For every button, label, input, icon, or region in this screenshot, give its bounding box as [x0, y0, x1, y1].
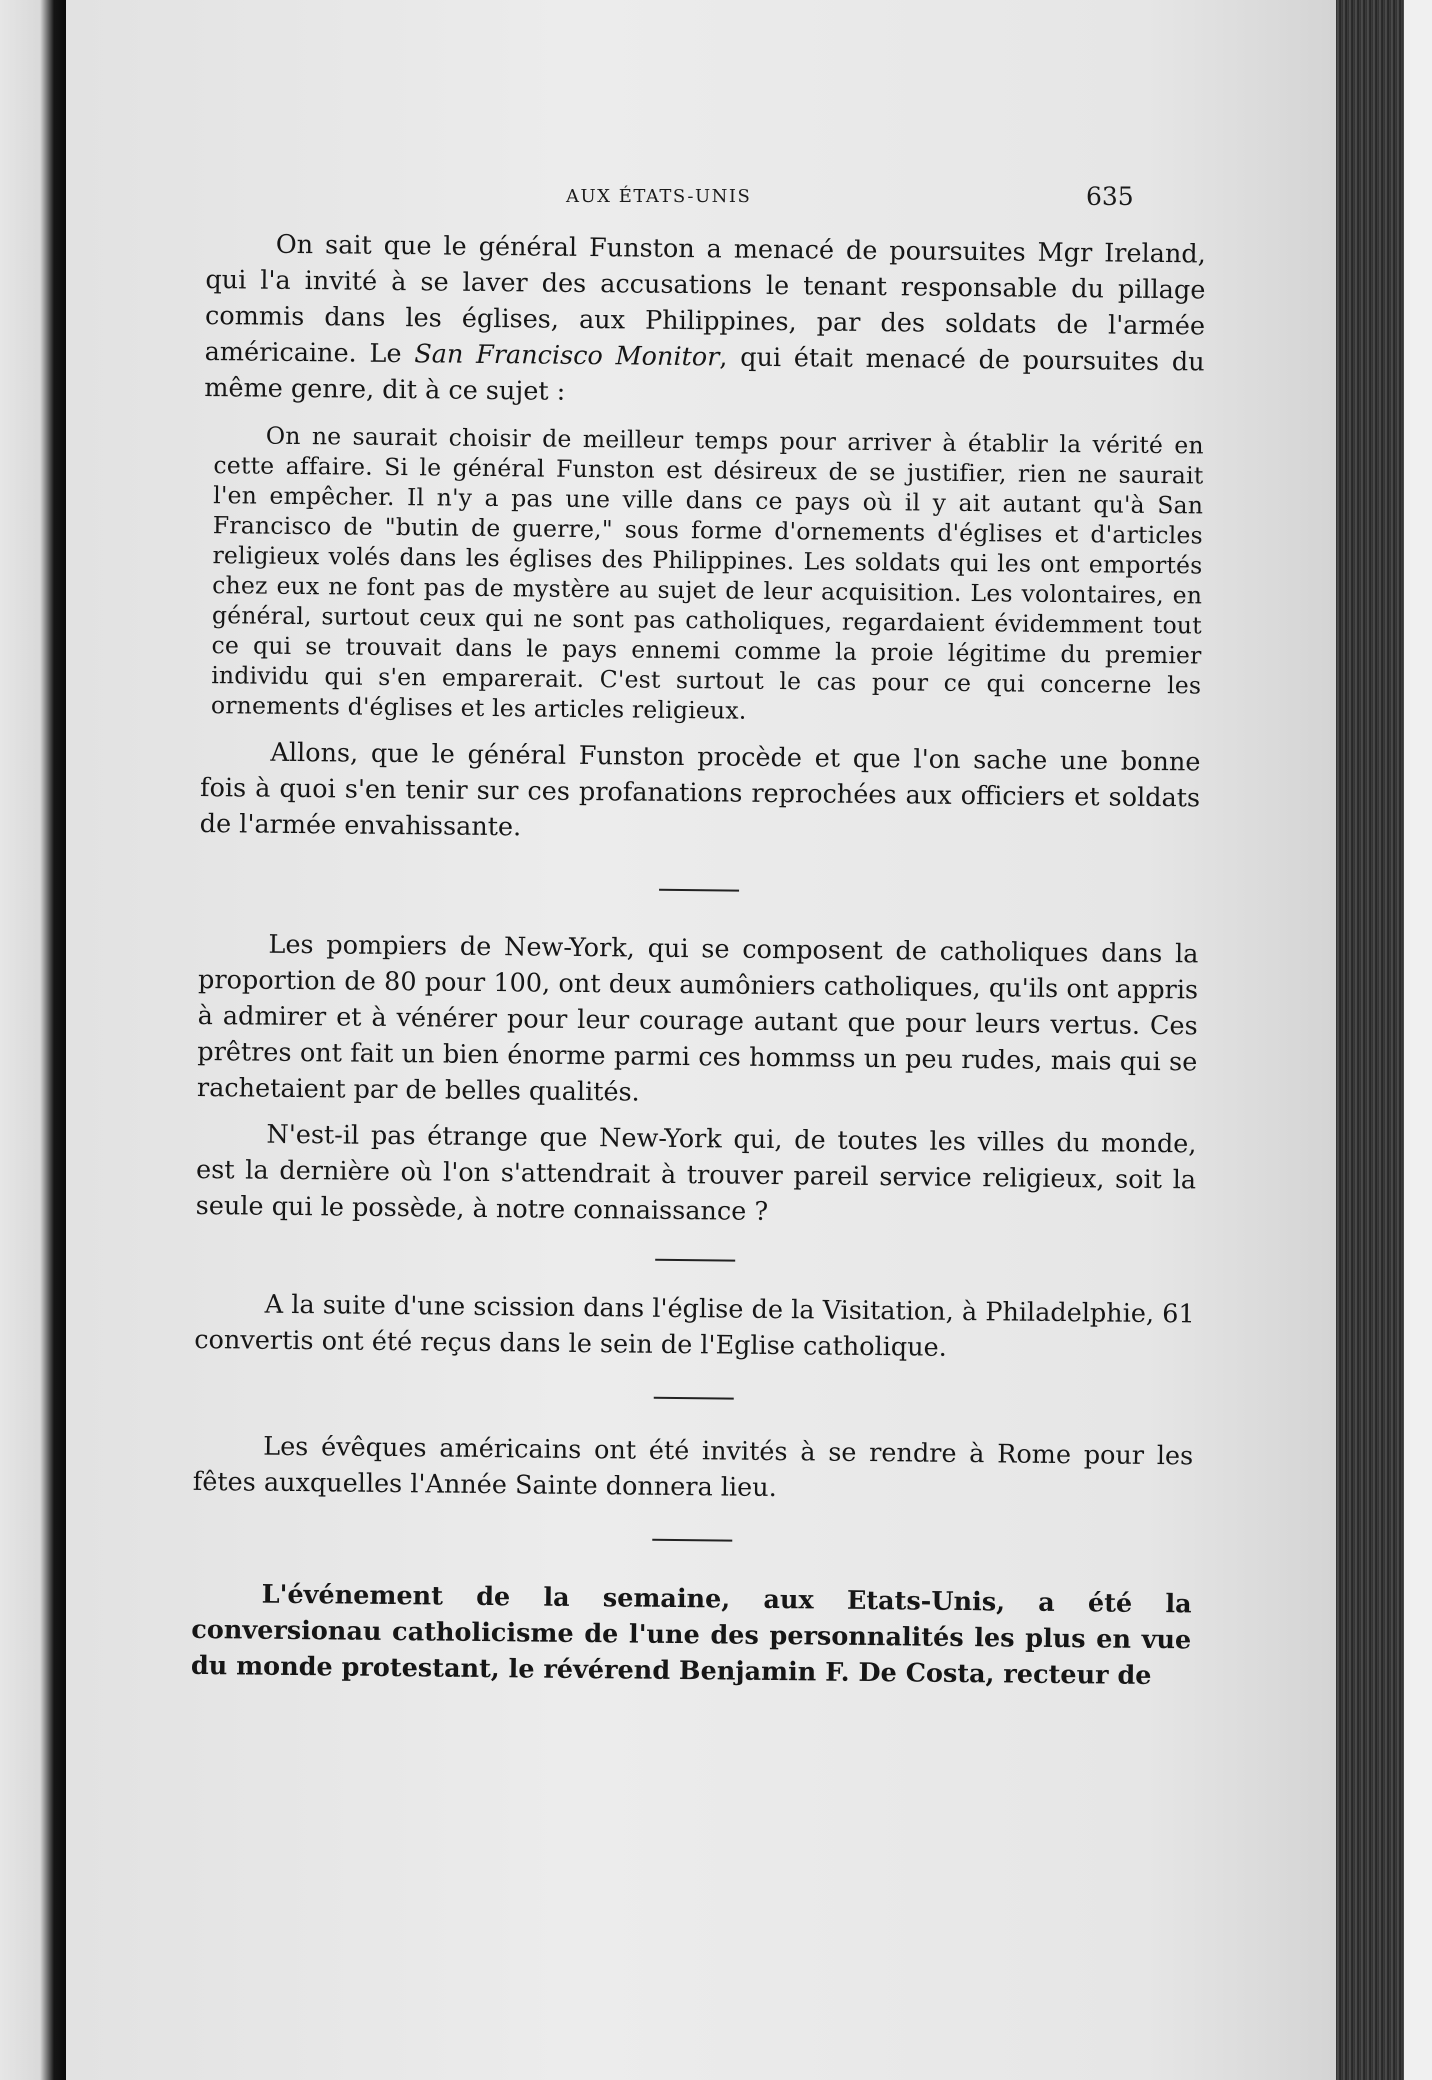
running-head: AUX ÉTATS-UNIS	[566, 186, 752, 207]
page-stack-edge	[1336, 0, 1432, 2080]
paragraph-funston-conclusion: Allons, que le général Funston procède et que l'on sache une bonne fois à quoi s'en tenir sur ces profanations reprochées aux officiers et soldats de l'armée envahissante.	[199, 737, 1201, 843]
paragraph-new-york: N'est-il pas étrange que New-York qui, de toutes les villes du monde, est la dernière où l'on s'attendrait à trouver pareil service religieux, soit la seule qui le possède, à notre connaissance ?	[195, 1119, 1197, 1227]
previous-page-margin	[0, 0, 66, 2080]
paragraph-visitation: A la suite d'une scission dans l'église de la Visitation, à Philadelphie, 61 convertis ont été reçus dans le sein de l'Eglise catholique.	[194, 1289, 1195, 1363]
page-body	[191, 226, 1206, 1694]
newspaper-title: San Francisco Monitor	[414, 339, 720, 373]
paragraph-text: On sait que le général Funston a menacé de poursuites Mgr Ireland, qui l'a invité à se laver des accusations le tenant responsable du pillage commis dans les églises, aux Philippines, par des soldats de l'armée américaine. Le	[204, 229, 1206, 370]
paragraph-text: , qui était menacé de poursuites du même genre, dit à ce sujet :	[204, 342, 1205, 407]
book-page	[66, 0, 1336, 2080]
page-number: 635	[1086, 182, 1134, 211]
page-header	[66, 182, 1336, 216]
section-divider	[655, 1259, 735, 1262]
paragraph-pompiers: Les pompiers de New-York, qui se composent de catholiques dans la proportion de 80 pour 100, ont deux aumôniers catholiques, qu'ils ont appris à admirer et à vénérer pour leur courage autant que pour leurs vertus. Ces prêtres ont fait un bien énorme parmi ces hommss un peu rudes, mais qui se rachetaient par de belles qualités.	[196, 929, 1199, 1108]
block-quote: On ne saurait choisir de meilleur temps pour arriver à établir la vérité en cette affaire. Si le général Funston est désireux de se justifier, rien ne saurait l'en empêcher. Il n'y a pas une ville dans ce pays où il y ait autant qu'à San Francisco de "butin de guerre," sous forme d'ornements d'églises et d'articles religieux volés dans les églises des Philippines. Les soldats qui les ont emportés chez eux ne font pas de mystère au sujet de leur acquisition. Les volontaires, en général, surtout ceux qui ne sont pas catholiques, regardaient évidemment tout ce qui se trouvait dans le pays ennemi comme la proie légitime du premier individu qui s'en emparerait. C'est surtout le cas pour ce qui concerne les ornements d'églises et les articles religieux.	[210, 421, 1204, 725]
section-divider	[654, 1397, 734, 1400]
paragraph-eveques: Les évêques américains ont été invités à se rendre à Rome pour les fêtes auxquelles l'Année Sainte donnera lieu.	[192, 1431, 1194, 1504]
section-divider	[659, 889, 739, 892]
section-divider	[652, 1539, 732, 1542]
paragraph-de-costa: L'événement de la semaine, aux Etats-Unis, a été la conversionau catholicisme de l'une des personnalités les plus en vue du monde protestant, le révérend Benjamin F. De Costa, recteur de	[190, 1579, 1192, 1691]
paragraph-funston-intro	[204, 226, 1206, 416]
